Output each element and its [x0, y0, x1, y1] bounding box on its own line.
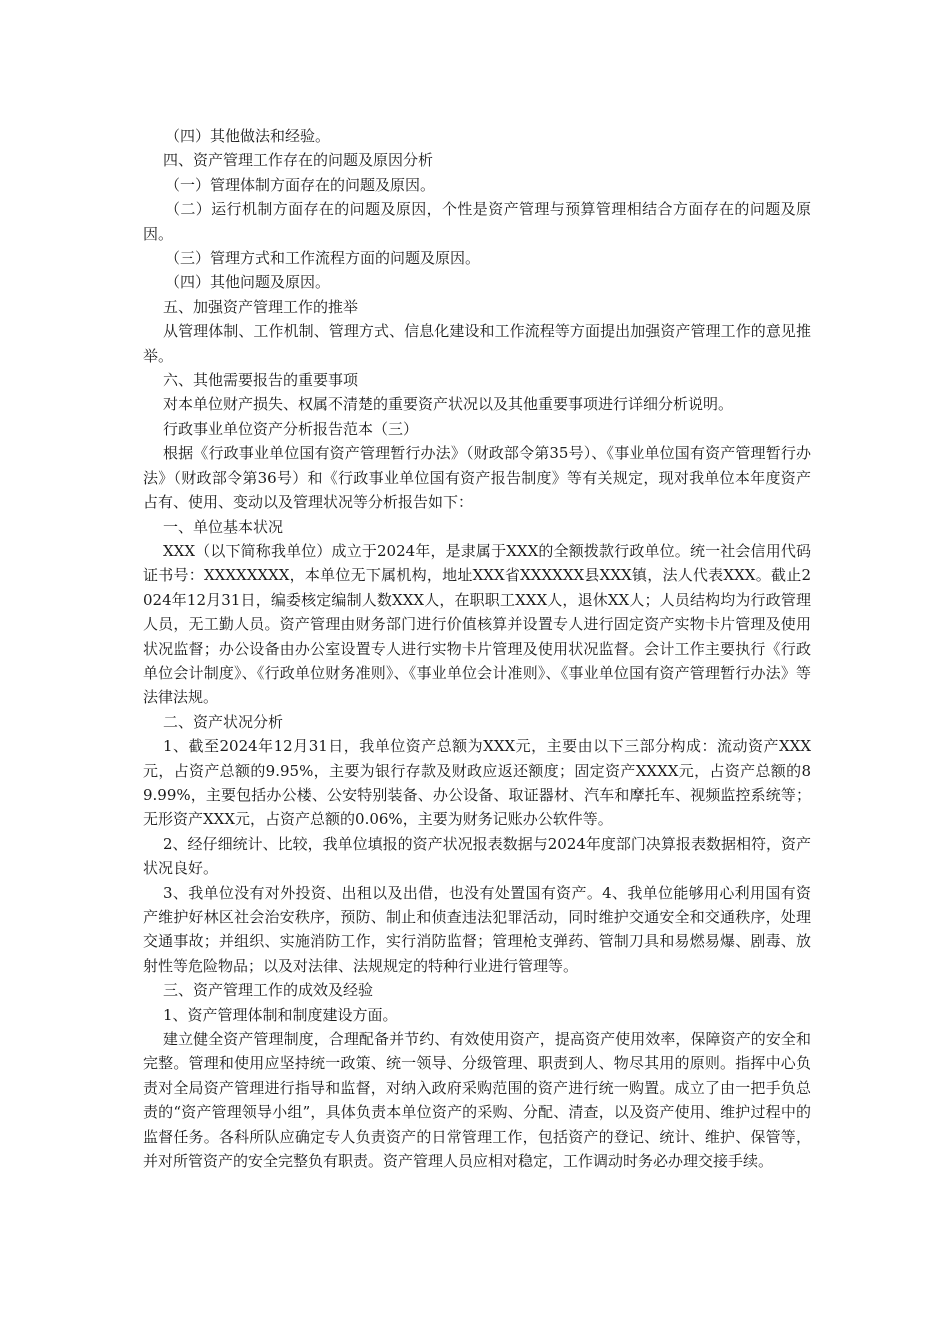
paragraph: 从管理体制、工作机制、管理方式、信息化建设和工作流程等方面提出加强资产管理工作的意见推举。	[143, 322, 811, 365]
section-heading: 二、资产状况分析	[163, 712, 284, 731]
paragraph: （四）其他做法和经验。	[165, 127, 331, 145]
subsection-heading: 1、资产管理体制和制度建设方面。	[163, 1005, 398, 1024]
section-heading: 一、单位基本状况	[163, 517, 284, 536]
paragraph: 对本单位财产损失、权属不清楚的重要资产状况以及其他重要事项进行详细分析说明。	[163, 395, 734, 414]
section-heading: 六、其他需要报告的重要事项	[163, 371, 359, 390]
document-body	[143, 124, 811, 1173]
paragraph: （四）其他问题及原因。	[165, 273, 331, 292]
document-title: 行政事业单位资产分析报告范本（三）	[163, 419, 419, 438]
paragraph: 根据《行政事业单位国有资产管理暂行办法》（财政部令第35号）、《事业单位国有资产管理暂行办法》（财政部令第36号）和《行政事业单位国有资产报告制度》等有关规定，现对我单位本年度资产占有、使用、变动以及管理状况等分析报告如下：	[143, 444, 811, 512]
paragraph: XXX（以下简称我单位）成立于2024年，是隶属于XXX的全额拨款行政单位。统一社会信用代码证书号：XXXXXXXX，本单位无下属机构，地址XXX省XXXXXX县XXX镇，法人代表XXX。截止2024年12月31日，编委核定编制人数XXX人，在职职工XXX人，退休XX人；人员结构均为行政管理人员，无工勤人员。资产管理由财务部门进行价值核算并设置专人进行固定资产实物卡片管理及使用状况监督；办公设备由办公室设置专人进行实物卡片管理及使用状况监督。会计工作主要执行《行政单位会计制度》、《行政单位财务准则》、《事业单位会计准则》、《事业单位国有资产管理暂行办法》等法律法规。	[143, 541, 811, 707]
section-heading: 三、资产管理工作的成效及经验	[163, 981, 374, 1000]
paragraph: （一）管理体制方面存在的问题及原因。	[165, 175, 436, 194]
section-heading: 四、资产管理工作存在的问题及原因分析	[163, 151, 434, 170]
paragraph: 1、截至2024年12月31日，我单位资产总额为XXX元，主要由以下三部分构成：流动资产XXX元，占资产总额的9.95%，主要为银行存款及财政应返还额度；固定资产XXXX元，占资产总额的89.99%，主要包括办公楼、公安特别装备、办公设备、取证器材、汽车和摩托车、视频监控系统等；无形资产XXX元，占资产总额的0.06%，主要为财务记账办公软件等。	[143, 737, 811, 829]
paragraph: 3、我单位没有对外投资、出租以及出借，也没有处置国有资产。4、我单位能够用心利用国有资产维护好林区社会治安秩序，预防、制止和侦查违法犯罪活动，同时维护交通安全和交通秩序，处理交通事故；并组织、实施消防工作，实行消防监督；管理枪支弹药、管制刀具和易燃易爆、剧毒、放射性等危险物品；以及对法律、法规规定的特种行业进行管理等。	[143, 883, 811, 975]
section-heading: 五、加强资产管理工作的推举	[163, 297, 359, 316]
paragraph: 建立健全资产管理制度，合理配备并节约、有效使用资产，提高资产使用效率，保障资产的安全和完整。管理和使用应坚持统一政策、统一领导、分级管理、职责到人、物尽其用的原则。指挥中心负责对全局资产管理进行指导和监督，对纳入政府采购范围的资产进行统一购置。成立了由一把手负总责的“资产管理领导小组”，具体负责本单位资产的采购、分配、清查，以及资产使用、维护过程中的监督任务。各科所队应确定专人负责资产的日常管理工作，包括资产的登记、统计、维护、保管等，并对所管资产的安全完整负有职责。资产管理人员应相对稳定，工作调动时务必办理交接手续。	[143, 1030, 811, 1171]
paragraph: 2、经仔细统计、比较，我单位填报的资产状况报表数据与2024年度部门决算报表数据相符，资产状况良好。	[143, 834, 811, 878]
paragraph: （三）管理方式和工作流程方面的问题及原因。	[165, 249, 481, 268]
paragraph: （二）运行机制方面存在的问题及原因，个性是资产管理与预算管理相结合方面存在的问题及原因。	[143, 200, 811, 243]
